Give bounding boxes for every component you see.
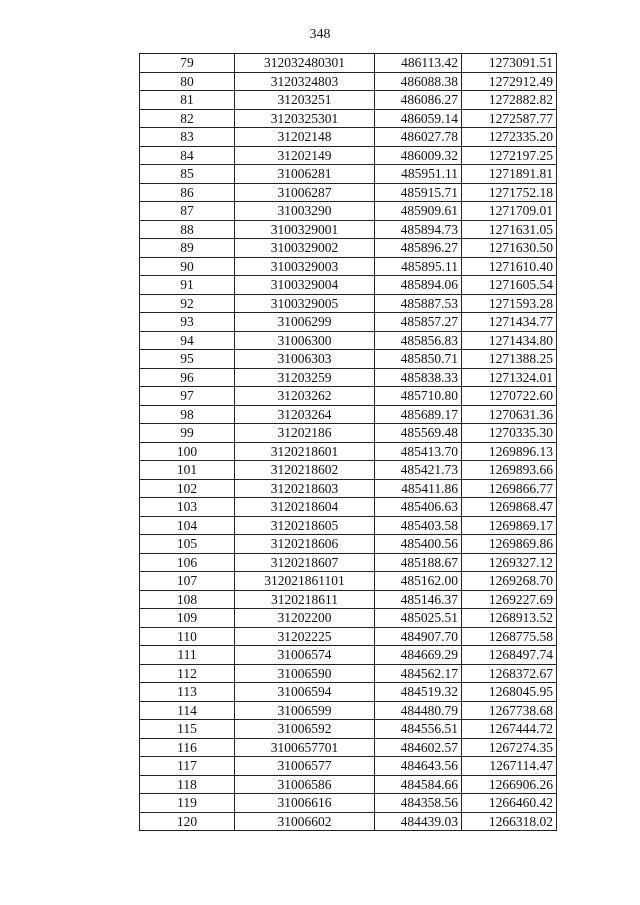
table-row <box>140 239 557 258</box>
table-row <box>140 54 557 73</box>
point-code-cell: 3100329003 <box>235 257 375 276</box>
point-code-cell: 31006574 <box>235 646 375 665</box>
point-code-cell: 31006590 <box>235 664 375 683</box>
y-coordinate-cell: 1271324.01 <box>462 368 557 387</box>
x-coordinate-cell: 486086.27 <box>375 91 462 110</box>
x-coordinate-cell: 485188.67 <box>375 553 462 572</box>
row-number-cell: 109 <box>140 609 235 628</box>
x-coordinate-cell: 485850.71 <box>375 350 462 369</box>
row-number-cell: 87 <box>140 202 235 221</box>
y-coordinate-cell: 1269868.47 <box>462 498 557 517</box>
table-row <box>140 553 557 572</box>
y-coordinate-cell: 1271752.18 <box>462 183 557 202</box>
row-number-cell: 120 <box>140 812 235 831</box>
y-coordinate-cell: 1270335.30 <box>462 424 557 443</box>
x-coordinate-cell: 485895.11 <box>375 257 462 276</box>
x-coordinate-cell: 485403.58 <box>375 516 462 535</box>
x-coordinate-cell: 485689.17 <box>375 405 462 424</box>
x-coordinate-cell: 484669.29 <box>375 646 462 665</box>
x-coordinate-cell: 484439.03 <box>375 812 462 831</box>
x-coordinate-cell: 485025.51 <box>375 609 462 628</box>
y-coordinate-cell: 1272882.82 <box>462 91 557 110</box>
point-code-cell: 31202149 <box>235 146 375 165</box>
y-coordinate-cell: 1267444.72 <box>462 720 557 739</box>
table-row <box>140 294 557 313</box>
point-code-cell: 31203262 <box>235 387 375 406</box>
x-coordinate-cell: 485710.80 <box>375 387 462 406</box>
y-coordinate-cell: 1268913.52 <box>462 609 557 628</box>
row-number-cell: 88 <box>140 220 235 239</box>
x-coordinate-cell: 484602.57 <box>375 738 462 757</box>
x-coordinate-cell: 485838.33 <box>375 368 462 387</box>
x-coordinate-cell: 485400.56 <box>375 535 462 554</box>
row-number-cell: 110 <box>140 627 235 646</box>
row-number-cell: 99 <box>140 424 235 443</box>
x-coordinate-cell: 485857.27 <box>375 313 462 332</box>
coordinates-table <box>139 53 557 831</box>
table-row <box>140 183 557 202</box>
x-coordinate-cell: 485162.00 <box>375 572 462 591</box>
x-coordinate-cell: 485413.70 <box>375 442 462 461</box>
point-code-cell: 31203264 <box>235 405 375 424</box>
point-code-cell: 3120218611 <box>235 590 375 609</box>
table-row <box>140 350 557 369</box>
row-number-cell: 111 <box>140 646 235 665</box>
table-row <box>140 794 557 813</box>
y-coordinate-cell: 1271593.28 <box>462 294 557 313</box>
y-coordinate-cell: 1273091.51 <box>462 54 557 73</box>
x-coordinate-cell: 486009.32 <box>375 146 462 165</box>
table-row <box>140 109 557 128</box>
row-number-cell: 86 <box>140 183 235 202</box>
row-number-cell: 82 <box>140 109 235 128</box>
x-coordinate-cell: 485894.73 <box>375 220 462 239</box>
row-number-cell: 114 <box>140 701 235 720</box>
x-coordinate-cell: 485887.53 <box>375 294 462 313</box>
row-number-cell: 83 <box>140 128 235 147</box>
y-coordinate-cell: 1268372.67 <box>462 664 557 683</box>
table-row <box>140 128 557 147</box>
point-code-cell: 31006299 <box>235 313 375 332</box>
table-row <box>140 442 557 461</box>
table-row <box>140 368 557 387</box>
y-coordinate-cell: 1269227.69 <box>462 590 557 609</box>
y-coordinate-cell: 1269869.86 <box>462 535 557 554</box>
y-coordinate-cell: 1271630.50 <box>462 239 557 258</box>
x-coordinate-cell: 484643.56 <box>375 757 462 776</box>
row-number-cell: 92 <box>140 294 235 313</box>
row-number-cell: 94 <box>140 331 235 350</box>
y-coordinate-cell: 1269893.66 <box>462 461 557 480</box>
table-row <box>140 165 557 184</box>
x-coordinate-cell: 485894.06 <box>375 276 462 295</box>
page-number: 348 <box>309 27 331 42</box>
table-row <box>140 738 557 757</box>
row-number-cell: 81 <box>140 91 235 110</box>
x-coordinate-cell: 485569.48 <box>375 424 462 443</box>
row-number-cell: 113 <box>140 683 235 702</box>
x-coordinate-cell: 484556.51 <box>375 720 462 739</box>
x-coordinate-cell: 485909.61 <box>375 202 462 221</box>
row-number-cell: 80 <box>140 72 235 91</box>
y-coordinate-cell: 1272197.25 <box>462 146 557 165</box>
table-row <box>140 276 557 295</box>
point-code-cell: 3120218605 <box>235 516 375 535</box>
point-code-cell: 31003290 <box>235 202 375 221</box>
table-row <box>140 701 557 720</box>
point-code-cell: 3120325301 <box>235 109 375 128</box>
y-coordinate-cell: 1268775.58 <box>462 627 557 646</box>
x-coordinate-cell: 485411.86 <box>375 479 462 498</box>
point-code-cell: 31202225 <box>235 627 375 646</box>
table-row <box>140 220 557 239</box>
table-row <box>140 757 557 776</box>
y-coordinate-cell: 1266906.26 <box>462 775 557 794</box>
y-coordinate-cell: 1269869.17 <box>462 516 557 535</box>
x-coordinate-cell: 484584.66 <box>375 775 462 794</box>
x-coordinate-cell: 484562.17 <box>375 664 462 683</box>
table-row <box>140 387 557 406</box>
table-row <box>140 313 557 332</box>
row-number-cell: 85 <box>140 165 235 184</box>
table-row <box>140 91 557 110</box>
point-code-cell: 31006586 <box>235 775 375 794</box>
table-row <box>140 812 557 831</box>
row-number-cell: 89 <box>140 239 235 258</box>
y-coordinate-cell: 1268497.74 <box>462 646 557 665</box>
point-code-cell: 31006281 <box>235 165 375 184</box>
point-code-cell: 31006592 <box>235 720 375 739</box>
row-number-cell: 101 <box>140 461 235 480</box>
y-coordinate-cell: 1271631.05 <box>462 220 557 239</box>
row-number-cell: 119 <box>140 794 235 813</box>
point-code-cell: 3120324803 <box>235 72 375 91</box>
row-number-cell: 93 <box>140 313 235 332</box>
row-number-cell: 107 <box>140 572 235 591</box>
row-number-cell: 102 <box>140 479 235 498</box>
table-body <box>140 54 557 831</box>
y-coordinate-cell: 1270631.36 <box>462 405 557 424</box>
row-number-cell: 97 <box>140 387 235 406</box>
row-number-cell: 98 <box>140 405 235 424</box>
point-code-cell: 312021861101 <box>235 572 375 591</box>
x-coordinate-cell: 486027.78 <box>375 128 462 147</box>
point-code-cell: 3100329002 <box>235 239 375 258</box>
row-number-cell: 108 <box>140 590 235 609</box>
table-row <box>140 479 557 498</box>
y-coordinate-cell: 1272587.77 <box>462 109 557 128</box>
x-coordinate-cell: 486059.14 <box>375 109 462 128</box>
table-row <box>140 72 557 91</box>
x-coordinate-cell: 484519.32 <box>375 683 462 702</box>
table-row <box>140 405 557 424</box>
point-code-cell: 3100329001 <box>235 220 375 239</box>
point-code-cell: 3120218603 <box>235 479 375 498</box>
x-coordinate-cell: 485421.73 <box>375 461 462 480</box>
row-number-cell: 95 <box>140 350 235 369</box>
point-code-cell: 3120218607 <box>235 553 375 572</box>
point-code-cell: 3100329005 <box>235 294 375 313</box>
y-coordinate-cell: 1269866.77 <box>462 479 557 498</box>
row-number-cell: 112 <box>140 664 235 683</box>
point-code-cell: 31006577 <box>235 757 375 776</box>
table-row <box>140 609 557 628</box>
y-coordinate-cell: 1266318.02 <box>462 812 557 831</box>
table-row <box>140 664 557 683</box>
x-coordinate-cell: 484480.79 <box>375 701 462 720</box>
table-row <box>140 202 557 221</box>
table-row <box>140 590 557 609</box>
x-coordinate-cell: 485856.83 <box>375 331 462 350</box>
x-coordinate-cell: 485951.11 <box>375 165 462 184</box>
y-coordinate-cell: 1271610.40 <box>462 257 557 276</box>
row-number-cell: 105 <box>140 535 235 554</box>
y-coordinate-cell: 1269327.12 <box>462 553 557 572</box>
row-number-cell: 103 <box>140 498 235 517</box>
table-row <box>140 424 557 443</box>
y-coordinate-cell: 1272912.49 <box>462 72 557 91</box>
point-code-cell: 31006616 <box>235 794 375 813</box>
y-coordinate-cell: 1267738.68 <box>462 701 557 720</box>
x-coordinate-cell: 486113.42 <box>375 54 462 73</box>
table-row <box>140 720 557 739</box>
x-coordinate-cell: 485896.27 <box>375 239 462 258</box>
y-coordinate-cell: 1270722.60 <box>462 387 557 406</box>
point-code-cell: 31203251 <box>235 91 375 110</box>
point-code-cell: 3100329004 <box>235 276 375 295</box>
y-coordinate-cell: 1268045.95 <box>462 683 557 702</box>
point-code-cell: 31203259 <box>235 368 375 387</box>
x-coordinate-cell: 485915.71 <box>375 183 462 202</box>
row-number-cell: 116 <box>140 738 235 757</box>
y-coordinate-cell: 1272335.20 <box>462 128 557 147</box>
table-row <box>140 627 557 646</box>
y-coordinate-cell: 1271709.01 <box>462 202 557 221</box>
x-coordinate-cell: 485406.63 <box>375 498 462 517</box>
x-coordinate-cell: 484358.56 <box>375 794 462 813</box>
row-number-cell: 96 <box>140 368 235 387</box>
point-code-cell: 3100657701 <box>235 738 375 757</box>
row-number-cell: 118 <box>140 775 235 794</box>
table-row <box>140 572 557 591</box>
point-code-cell: 31006287 <box>235 183 375 202</box>
row-number-cell: 91 <box>140 276 235 295</box>
y-coordinate-cell: 1271388.25 <box>462 350 557 369</box>
row-number-cell: 106 <box>140 553 235 572</box>
table-row <box>140 461 557 480</box>
row-number-cell: 104 <box>140 516 235 535</box>
point-code-cell: 3120218601 <box>235 442 375 461</box>
y-coordinate-cell: 1271434.80 <box>462 331 557 350</box>
row-number-cell: 90 <box>140 257 235 276</box>
table-row <box>140 683 557 702</box>
table-row <box>140 498 557 517</box>
point-code-cell: 3120218602 <box>235 461 375 480</box>
row-number-cell: 84 <box>140 146 235 165</box>
point-code-cell: 312032480301 <box>235 54 375 73</box>
y-coordinate-cell: 1271891.81 <box>462 165 557 184</box>
row-number-cell: 115 <box>140 720 235 739</box>
point-code-cell: 31202186 <box>235 424 375 443</box>
point-code-cell: 31006300 <box>235 331 375 350</box>
y-coordinate-cell: 1267114.47 <box>462 757 557 776</box>
point-code-cell: 31006602 <box>235 812 375 831</box>
y-coordinate-cell: 1271434.77 <box>462 313 557 332</box>
table-row <box>140 646 557 665</box>
y-coordinate-cell: 1269268.70 <box>462 572 557 591</box>
point-code-cell: 31006599 <box>235 701 375 720</box>
x-coordinate-cell: 484907.70 <box>375 627 462 646</box>
table-row <box>140 331 557 350</box>
table-row <box>140 146 557 165</box>
table-row <box>140 535 557 554</box>
table-row <box>140 775 557 794</box>
table-row <box>140 257 557 276</box>
point-code-cell: 31202200 <box>235 609 375 628</box>
row-number-cell: 79 <box>140 54 235 73</box>
table-row <box>140 516 557 535</box>
row-number-cell: 117 <box>140 757 235 776</box>
point-code-cell: 3120218606 <box>235 535 375 554</box>
y-coordinate-cell: 1266460.42 <box>462 794 557 813</box>
point-code-cell: 31202148 <box>235 128 375 147</box>
point-code-cell: 31006303 <box>235 350 375 369</box>
x-coordinate-cell: 486088.38 <box>375 72 462 91</box>
y-coordinate-cell: 1269896.13 <box>462 442 557 461</box>
point-code-cell: 31006594 <box>235 683 375 702</box>
x-coordinate-cell: 485146.37 <box>375 590 462 609</box>
point-code-cell: 3120218604 <box>235 498 375 517</box>
y-coordinate-cell: 1271605.54 <box>462 276 557 295</box>
row-number-cell: 100 <box>140 442 235 461</box>
y-coordinate-cell: 1267274.35 <box>462 738 557 757</box>
